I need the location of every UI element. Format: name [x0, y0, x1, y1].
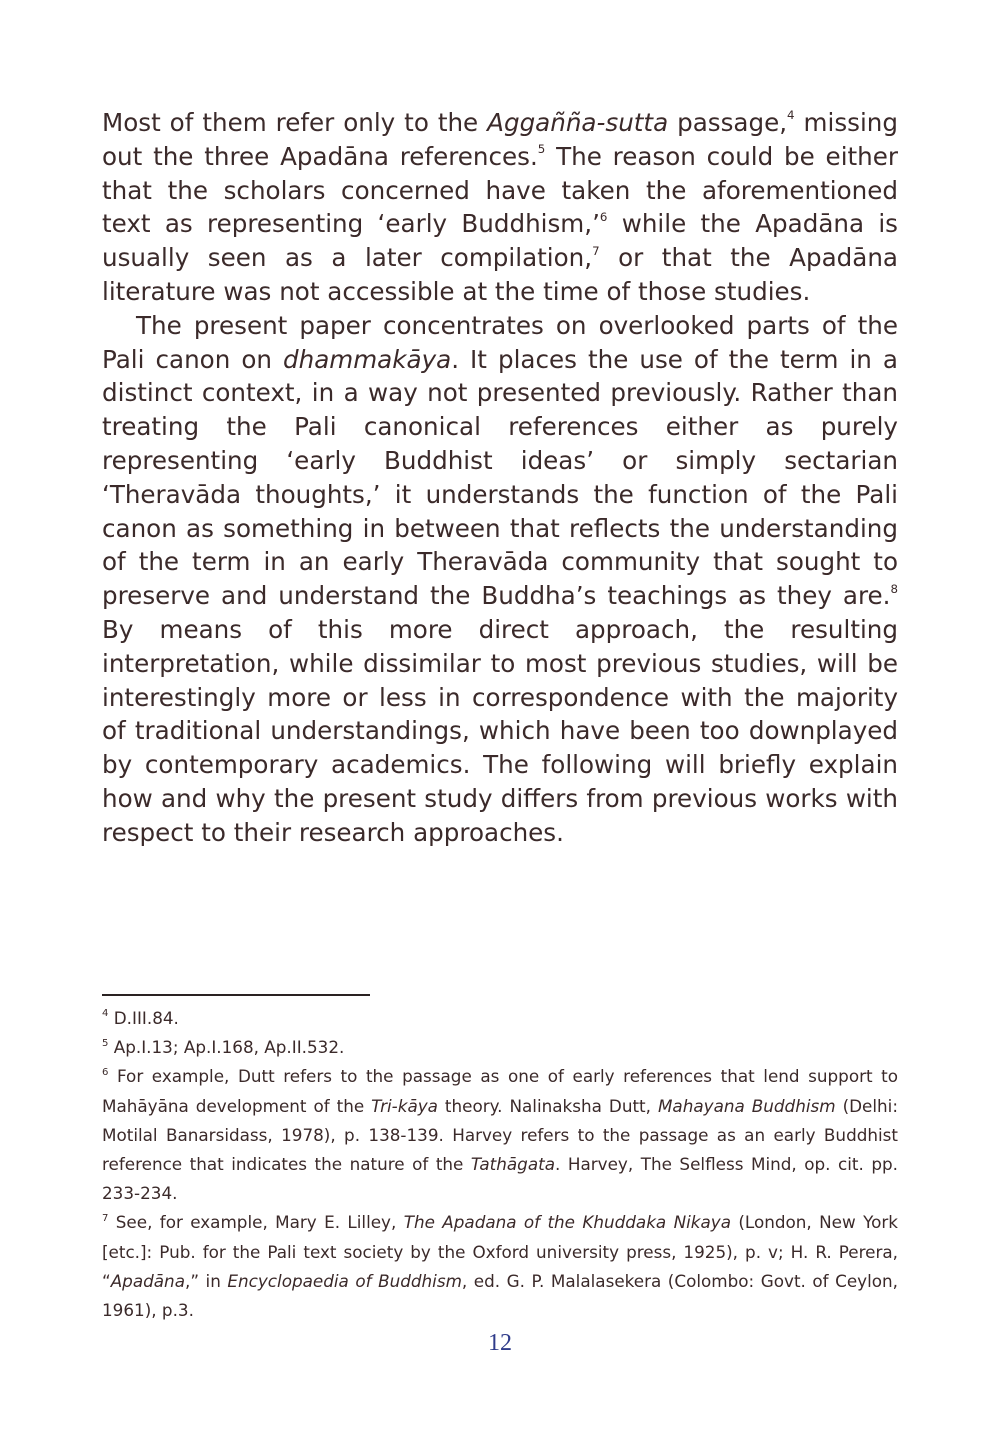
article-title: Apadāna — [110, 1270, 185, 1291]
footnote-text: See, for example, Mary E. Lilley, — [108, 1212, 404, 1233]
footnote-marker[interactable]: 8 — [890, 581, 898, 596]
text-run: or that the Apadāna literature was not accessible at the time of those studies. — [102, 243, 898, 306]
main-text — [102, 106, 898, 850]
footnote-text: ,” in — [184, 1270, 228, 1291]
page-number: 12 — [488, 1330, 512, 1356]
italic-term: Tri-kāya — [371, 1095, 438, 1116]
footnote-marker[interactable]: 5 — [537, 142, 546, 157]
footnote-number: 4 — [102, 1008, 109, 1020]
footnote-6 — [102, 1062, 898, 1208]
text-run: The present paper concentrates on overlooked parts of the Pali canon on — [102, 310, 898, 374]
footnote-text: , ed. G. P. Malalasekera (Colombo: Govt. of Ceylon, 1961), p.3. — [102, 1270, 898, 1321]
footnote-marker[interactable]: 6 — [599, 209, 608, 224]
footnote-text: D.III.84. — [108, 1008, 179, 1028]
text-run: . It places the use of the term in a distinct context, in a way not presented previously. Rather than treating the Pali canonical references either as purely representing ‘early Buddhist ideas’ or simply sectarian ‘Theravāda thoughts,’ it understands the function of the Pali canon as something in between that reflects the understanding of the term in an early Theravāda community that sought to preserve and understand the Buddha’s teachings as they are. — [102, 344, 898, 611]
footnote-5 — [102, 1033, 898, 1062]
italic-term: Aggañña-sutta — [487, 108, 669, 137]
italic-term: Tathāgata — [470, 1154, 555, 1175]
footnote-text: . Harvey, The Selfless Mind, op. cit. pp. 233-234. — [102, 1154, 899, 1204]
text-run: By means of this more direct approach, the resulting interpretation, while dissimilar to most previous studies, will be interestingly more or less in correspondence with the majority of traditional understandings, which have been too downplayed by contemporary academics. The following will briefly explain how and why the present study differs from previous works with respect to their research approaches. — [102, 614, 898, 847]
text-run: while the Apadāna is usually seen as a later compilation, — [102, 209, 898, 273]
footnote-marker[interactable]: 4 — [787, 108, 795, 123]
footnote-7 — [102, 1208, 898, 1325]
italic-term: dhammakāya — [283, 344, 452, 374]
book-title: Mahayana Buddhism — [657, 1095, 836, 1116]
footnote-marker[interactable]: 7 — [592, 243, 600, 258]
paragraph-2 — [102, 309, 898, 850]
footnote-4 — [102, 1004, 898, 1033]
text-run: passage, — [668, 108, 788, 137]
footnote-text: (London, New York [etc.]: Pub. for the Pali text society by the Oxford university press, 1925), p. v; H. R. Perera, “ — [102, 1212, 899, 1291]
footnote-separator — [102, 994, 370, 996]
text-run: Most of them refer only to the — [102, 108, 488, 137]
footnote-text: theory. Nalinaksha Dutt, — [437, 1095, 658, 1116]
book-title: The Apadana of the Khuddaka Nikaya — [403, 1212, 732, 1233]
footnote-number: 5 — [102, 1037, 109, 1049]
footnote-number: 7 — [102, 1212, 109, 1224]
footnote-text: (Delhi: Motilal Banarsidass, 1978), p. 138-139. Harvey refers to the passage as an early Buddhist reference that indicates the nature of the — [102, 1095, 898, 1175]
footnote-number: 6 — [102, 1066, 109, 1078]
text-run: missing out the three Apadāna references. — [102, 108, 898, 171]
footnotes — [102, 1004, 898, 1325]
footnote-text: For example, Dutt refers to the passage as one of early references that lend support to Mahāyāna development of the — [102, 1066, 898, 1116]
paragraph-1 — [102, 106, 898, 309]
text-run: The reason could be either that the scholars concerned have taken the aforementioned text as representing ‘early Buddhism,’ — [102, 141, 898, 239]
footnote-text: Ap.I.13; Ap.I.168, Ap.II.532. — [108, 1037, 345, 1058]
book-title: Encyclopaedia of Buddhism — [227, 1270, 462, 1291]
